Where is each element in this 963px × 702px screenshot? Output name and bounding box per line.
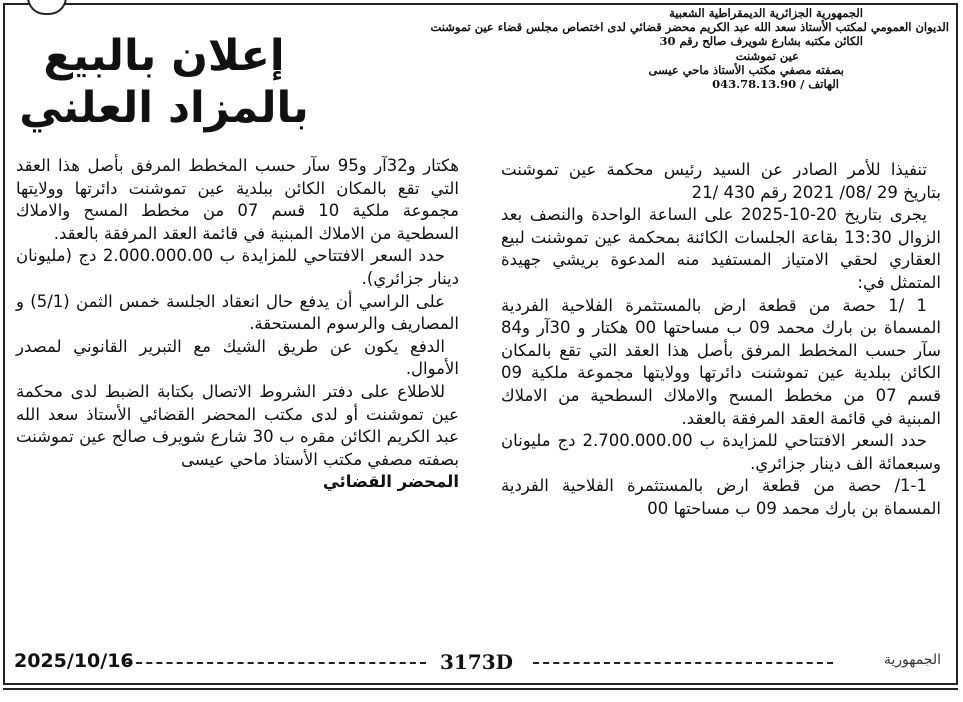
header-line-1: الجمهورية الجزائرية الديمقراطية الشعبية	[669, 6, 863, 20]
header-line-3: الكائن مكتبه بشارع شويرف صالح رقم 30	[659, 34, 863, 49]
left-column	[16, 155, 459, 494]
paragraph: هكتار و32آر و95 سآر حسب المخطط المرفق بأصل هذا العقد التي تقع بالمكان الكائن ببلدية عين تموشنت دائرتها وولايتها مجموعة ملكية 10 قسم 07 من مخطط المسح والاملاك السطحية من الاملاك المبنية في قائمة العقد المرفقة بالعقد.	[16, 156, 459, 243]
paragraph: 1 /1 حصة من قطعة ارض بالمستثمرة الفلاحية الفردية المسماة بن بارك محمد 09 ب مساحتها 00 هكتار و 30آر و84 سآر حسب المخطط المرفق بأصل هذا العقد التي تقع بالمكان الكائن ببلدية عين تموشنت دائرتها وولايتها مجموعة ملكية 09 قسم 07 من مخطط المسح والاملاك السطحية من الاملاك المبنية في قائمة العقد المرفقة بالعقد.	[501, 295, 942, 428]
seal-icon	[27, 0, 67, 15]
header-line-2: الديوان العمومي لمكتب الأستاذ سعد الله عبد الكريم محضر قضائي لدى اختصاص مجلس قضاء عين تموشنت	[430, 20, 949, 35]
notice-header	[309, 6, 949, 91]
signature: المحضر القضائي	[322, 472, 459, 492]
notice-title	[14, 30, 314, 134]
paragraph: تنفيذا للأمر الصادر عن السيد رئيس محكمة عين تموشنت بتاريخ 29 /08/ 2021 رقم 430 /21	[501, 160, 941, 202]
header-line-5: بصفته مصفي مكتب الأستاذ ماحي عيسى	[648, 62, 844, 77]
paragraph: حدد السعر الافتتاحي للمزايدة ب 2.700.000.00 دج مليونان وسبعمائة الف دينار جزائري.	[501, 431, 941, 473]
issue-number: 3173D	[440, 650, 514, 674]
page-footer	[8, 650, 953, 676]
title-line-2: بالمزاد العلني	[19, 83, 309, 133]
newspaper-brand: الجمهورية	[883, 652, 941, 668]
header-line-4: عين تموشنت	[735, 48, 799, 63]
footer-divider	[126, 662, 426, 664]
title-line-1: إعلان بالبيع	[43, 31, 285, 81]
footer-divider	[533, 662, 833, 664]
paragraph: على الراسي أن يدفع حال انعقاد الجلسة خمس الثمن (5/1) و المصاريف والرسوم المستحقة.	[16, 291, 459, 334]
right-column	[501, 159, 941, 521]
paragraph: حدد السعر الافتتاحي للمزايدة ب 2.000.000.00 دج (مليونان دينار جزائري).	[16, 246, 459, 288]
paragraph: 1-1/ حصة من قطعة ارض بالمستثمرة الفلاحية الفردية المسماة بن بارك محمد 09 ب مساحتها 00	[501, 476, 941, 518]
paragraph: الدفع يكون عن طريق الشيك مع التبرير القانوني لمصدر الأموال.	[16, 336, 459, 379]
paragraph: للاطلاع على دفتر الشروط الاتصال بكتابة الضبط لدى محكمة عين تموشنت أو لدى مكتب المحضر القضائي الأستاذ سعد الله عبد الكريم الكائن مقره ب 30 شارع شويرف صالح عين تموشنت بصفته مصفي مكتب الأستاذ ماحي عيسى	[16, 381, 459, 469]
header-line-6: الهاتف / 043.78.13.90	[712, 77, 839, 92]
issue-date: 2025/10/16	[14, 650, 134, 672]
paragraph: يجرى بتاريخ 20-10-2025 على الساعة الواحدة والنصف بعد الزوال 13:30 بقاعة الجلسات الكائنة بمحكمة عين تموشنت لبيع العقاري لحقي الامتياز المستفيد منه المدعوة بريشي جهيدة المتمثل في:	[501, 205, 941, 292]
